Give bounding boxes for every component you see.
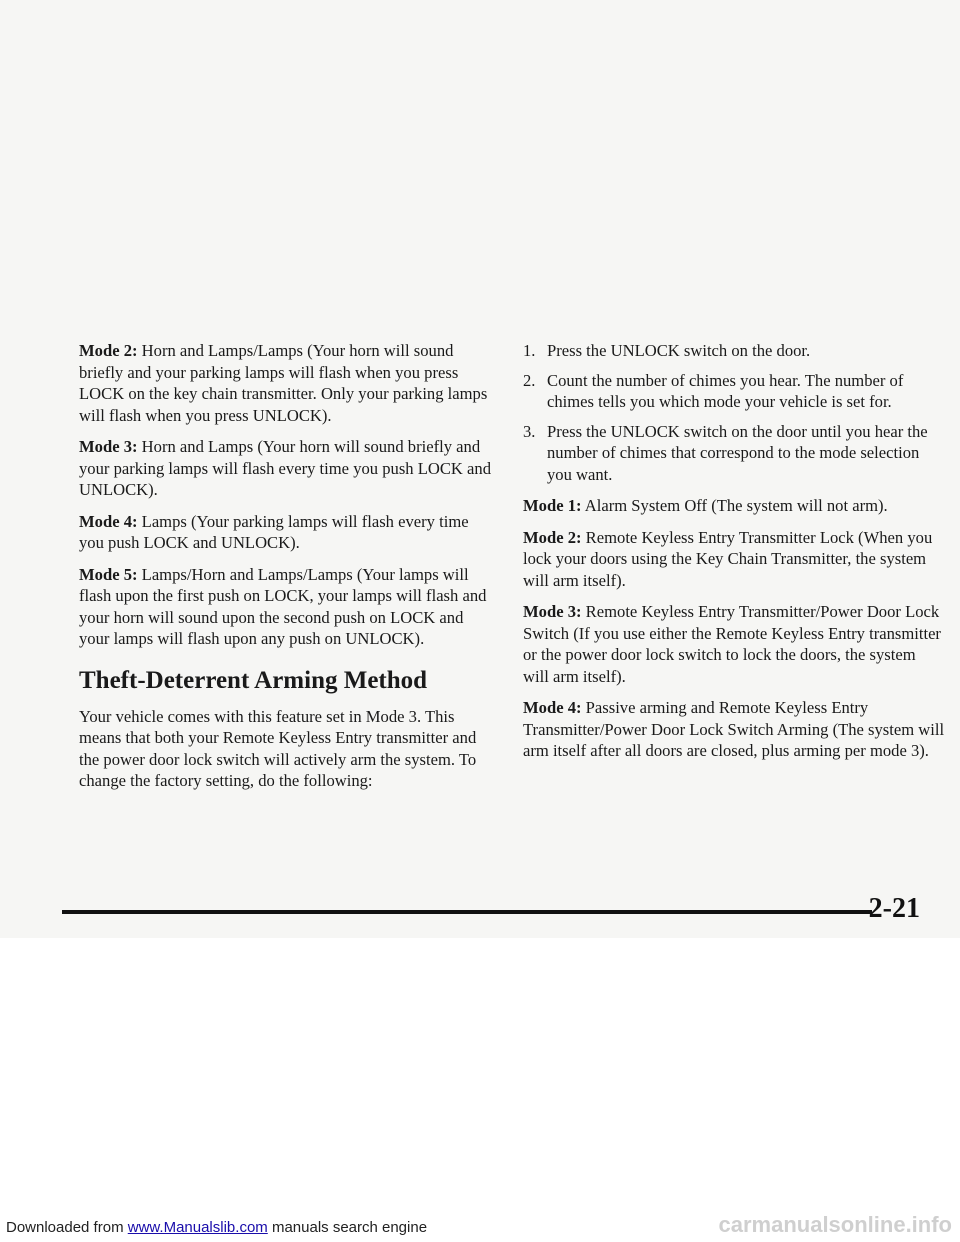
step-text: Press the UNLOCK switch on the door until you hear the number of chimes that correspond to the mode selection you want. [547, 421, 928, 484]
footer-rule [62, 910, 872, 914]
mode-2-paragraph [79, 340, 497, 426]
banner-prefix: Downloaded from [6, 1219, 128, 1236]
mode-4-paragraph [79, 511, 497, 554]
mode-label: Mode 4: [523, 698, 582, 717]
site-watermark: carmanualsonline.info [718, 1212, 952, 1237]
steps-list [523, 340, 945, 485]
mode-label: Mode 4: [79, 511, 138, 531]
mode-4-paragraph [523, 697, 945, 762]
list-item [523, 340, 945, 362]
mode-text: Lamps/Horn and Lamps/Lamps (Your lamps will flash upon the first push on LOCK, your lamps will flash and your horn will sound upon the second push on LOCK and your lamps will flash upon any push on UNLOCK). [79, 564, 487, 648]
mode-text: Horn and Lamps (Your horn will sound briefly and your parking lamps will flash every time you push LOCK and UNLOCK). [79, 437, 492, 499]
mode-text: Remote Keyless Entry Transmitter Lock (When you lock your doors using the Key Chain Transmitter, the system will arm itself). [523, 527, 933, 590]
section-paragraph: Your vehicle comes with this feature set in Mode 3. This means that both your Remote Keyless Entry transmitter and the power door lock switch will actively arm the system. To change the factory setting, do the following: [79, 706, 477, 790]
mode-5-paragraph [79, 564, 497, 650]
mode-text: Passive arming and Remote Keyless Entry Transmitter/Power Door Lock Switch Arming (The system will arm itself after all doors are closed, plus arming per mode 3). [523, 698, 945, 760]
mode-text: Remote Keyless Entry Transmitter/Power Door Lock Switch (If you use either the Remote Keyless Entry transmitter or the power door lock switch to lock the doors, the system will arm itself). [523, 602, 941, 686]
mode-3-paragraph [79, 436, 497, 501]
step-number: 1. [523, 341, 536, 360]
mode-label: Mode 2: [79, 341, 138, 360]
list-item [523, 370, 945, 413]
mode-2-paragraph [523, 527, 945, 592]
download-banner [6, 1219, 427, 1236]
mode-label: Mode 5: [79, 564, 138, 584]
page-number: 2-21 [868, 893, 920, 924]
mode-label: Mode 1: [523, 496, 582, 515]
mode-label: Mode 2: [523, 527, 582, 547]
mode-text: Lamps (Your parking lamps will flash every time you push LOCK and UNLOCK). [79, 511, 469, 552]
section-heading: Theft-Deterrent Arming Method [79, 666, 428, 694]
right-column [523, 340, 945, 772]
mode-3-paragraph [523, 601, 945, 687]
left-column [79, 340, 497, 802]
mode-text: Alarm System Off (The system will not arm). [581, 496, 888, 515]
step-text: Count the number of chimes you hear. The number of chimes tells you which mode your vehicle is set for. [547, 370, 904, 411]
mode-label: Mode 3: [523, 602, 582, 621]
list-item [523, 421, 945, 486]
mode-text: Horn and Lamps/Lamps (Your horn will sound briefly and your parking lamps will flash when you press LOCK on the key chain transmitter. Only your parking lamps will flash when you press UNLOCK). [79, 341, 488, 425]
manualslib-link[interactable]: www.Manualslib.com [127, 1219, 268, 1236]
mode-1-paragraph [523, 495, 945, 517]
banner-suffix: manuals search engine [267, 1219, 428, 1236]
step-text: Press the UNLOCK switch on the door. [547, 341, 811, 360]
step-number: 3. [523, 421, 536, 441]
step-number: 2. [523, 370, 536, 390]
mode-label: Mode 3: [79, 437, 138, 456]
